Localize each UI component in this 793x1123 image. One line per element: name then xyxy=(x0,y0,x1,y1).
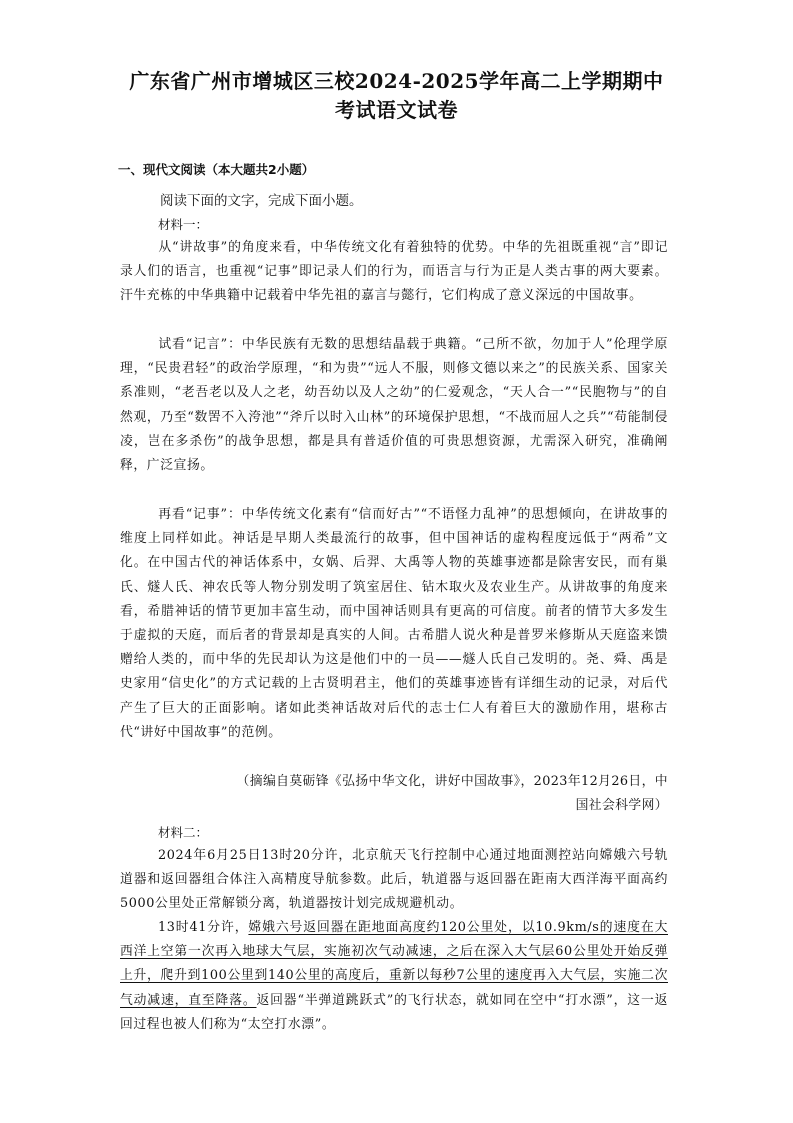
paragraph-text-end: 返回器“半弹道跳跃式”的飞行状态，就如同在空中“打水漂”，这一返回过程也被人们称为“太空打水漂”。 xyxy=(120,992,669,1032)
paragraph-text-start: 13时41分许， xyxy=(158,920,249,935)
material-1-source-line-1: （摘编自莫砺锋《弘扬中华文化，讲好中国故事》，2023年12月26日，中 xyxy=(236,774,668,789)
material-2-label: 材料二： xyxy=(158,825,209,840)
material-1-source-line-2: 国社会科学网） xyxy=(575,798,668,813)
material-1-label: 材料一： xyxy=(158,217,209,232)
document-title-line-2: 考试语文试卷 xyxy=(335,98,458,122)
material-1-paragraph-1 xyxy=(120,236,668,309)
paragraph-text: 试看“记言”：中华民族有无数的思想结晶载于典籍。“己所不欲，勿加于人”伦理学原理，“民贵君轻”的政治学原理，“和为贵”“远人不服，则修文德以来之”的民族关系、国家关系准则，“老吾老以及人之老，幼吾幼以及人之幼”的仁爱观念，“天人合一”“民胞物与”的自然观，乃至“数罟不入洿池”“斧斤以时入山林”的环境保护思想，“不战而屈人之兵”“苟能制侵凌，岂在多杀伤”的战争思想，都是具有普适价值的可贵思想资源，尤需深入研究，准确阐释，广泛宣扬。 xyxy=(120,337,668,474)
underlined-passage: 嫦娥六号返回器在距地面高度约120公里处，以10.9km/s的速度在大西洋上空第一次再入地球大气层，实施初次气动减速，之后在深入大气层60公里处开始反弹上升，爬升到100公里到140公里的高度后，重新以每秒7公里的速度再入大气层，实施二次气动减速，直至降落。 xyxy=(120,920,668,1008)
material-2-paragraph-2 xyxy=(120,916,668,1037)
paragraph-text: 从“讲故事”的角度来看，中华传统文化有着独特的优势。中华的先祖既重视“言”即记录人们的语言，也重视“记事”即记录人们的行为，而语言与行为正是人类古事的两大要素。汗牛充栋的中华典籍中记载着中华先祖的嘉言与懿行，它们构成了意义深远的中国故事。 xyxy=(120,240,668,304)
section-heading: 一、现代文阅读（本大题共2小题） xyxy=(118,162,315,177)
material-1-paragraph-3 xyxy=(120,503,668,745)
material-1-paragraph-2 xyxy=(120,333,668,478)
material-2-paragraph-1 xyxy=(120,844,668,917)
document-title-line-1: 广东省广州市增城区三校2024-2025学年高二上学期期中 xyxy=(129,69,664,93)
paragraph-text: 2024年6月25日13时20分许，北京航天飞行控制中心通过地面测控站向嫦娥六号轨道器和返回器组合体注入高精度导航参数。此后，轨道器与返回器在距南大西洋海平面高约5000公里处正常解锁分离，轨道器按计划完成规避机动。 xyxy=(120,848,668,912)
reading-instruction: 阅读下面的文字，完成下面小题。 xyxy=(160,193,363,209)
paragraph-text: 再看“记事”：中华传统文化素有“信而好古”“不语怪力乱神”的思想倾向，在讲故事的维度上同样如此。神话是早期人类最流行的故事，但中国神话的虚构程度远低于“两希”文化。在中国古代的神话体系中，女娲、后羿、大禹等人物的英雄事迹都是除害安民，而有巢氏、燧人氏、神农氏等人物分别发明了筑室居住、钻木取火及农业生产。从讲故事的角度来看，希腊神话的情节更加丰富生动，而中国神话则具有更高的可信度。前者的情节大多发生于虚拟的天庭，而后者的背景却是真实的人间。古希腊人说火种是普罗米修斯从天庭盗来馈赠给人类的，而中华的先民却认为这是他们中的一员——燧人氏自己发明的。尧、舜、禹是史家用“信史化”的方式记载的上古贤明君主，他们的英雄事迹皆有详细生动的记录，对后代产生了巨大的正面影响。诸如此类神话故对后代的志士仁人有着巨大的激励作用，堪称古代“讲好中国故事”的范例。 xyxy=(120,507,668,740)
